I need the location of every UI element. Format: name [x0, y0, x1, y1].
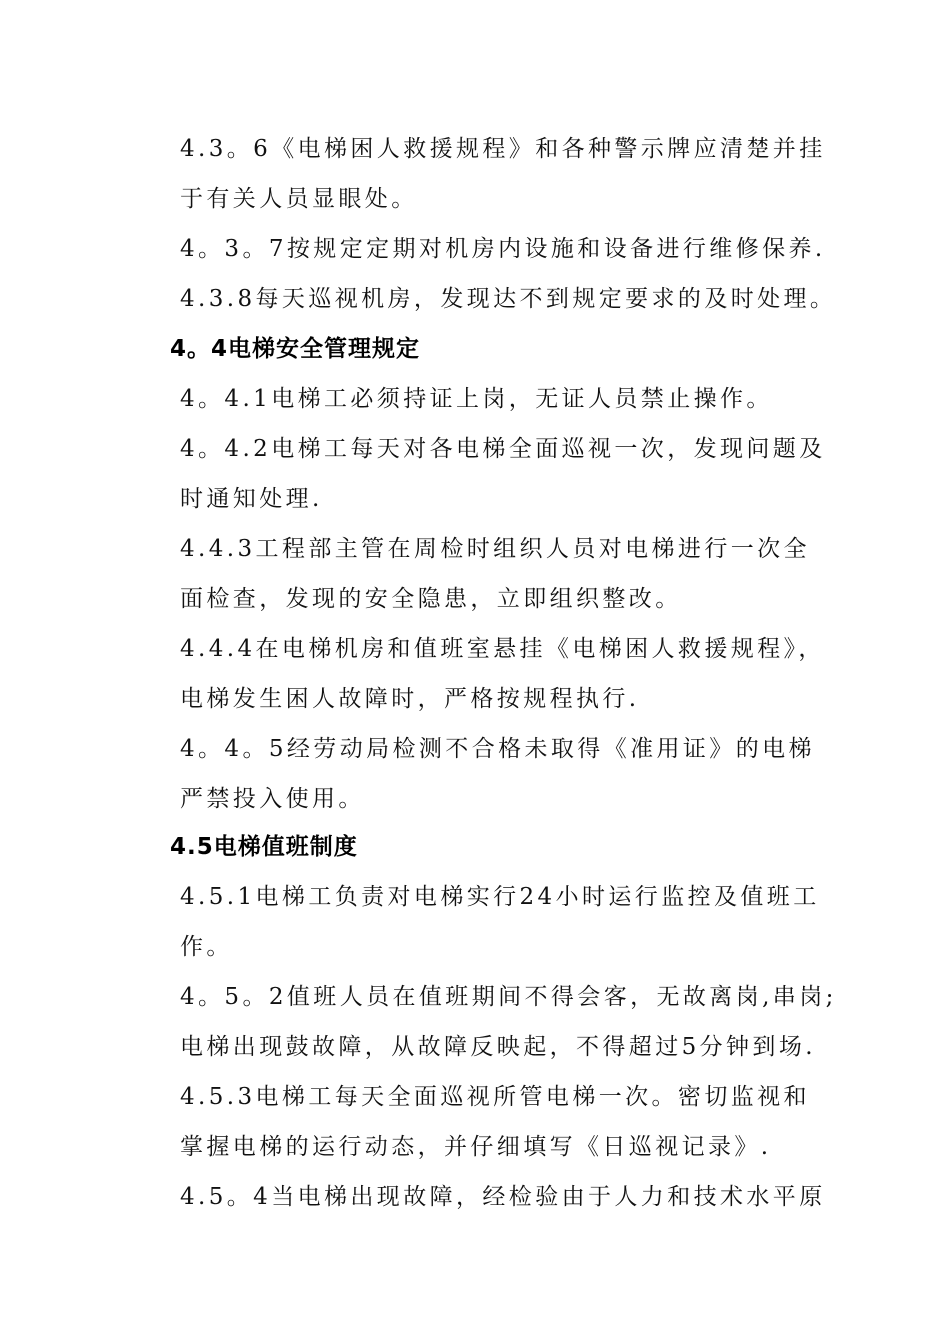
section-heading: 4。4电梯安全管理规定 [170, 336, 421, 362]
text-line: 4。4。5经劳动局检测不合格未取得《准用证》的电梯 [180, 736, 815, 762]
text-line: 4.4.3工程部主管在周检时组织人员对电梯进行一次全 [180, 536, 810, 562]
text-line: 掌握电梯的运行动态，并仔细填写《日巡视记录》. [180, 1134, 772, 1160]
text-line: 作。 [180, 934, 233, 960]
text-line: 4.3。6《电梯困人救援规程》和各种警示牌应清楚并挂 [180, 136, 826, 162]
text-line: 4。4.1电梯工必须持证上岗，无证人员禁止操作。 [180, 386, 773, 412]
text-line: 4.4.4在电梯机房和值班室悬挂《电梯困人救援规程》， [180, 636, 825, 662]
text-line: 4.3.8每天巡视机房，发现达不到规定要求的及时处理。 [180, 286, 837, 312]
text-line: 4。4.2电梯工每天对各电梯全面巡视一次，发现问题及 [180, 436, 826, 462]
text-line: 电梯发生困人故障时，严格按规程执行. [180, 686, 640, 712]
text-line: 严禁投入使用。 [180, 786, 365, 812]
text-line: 于有关人员显眼处。 [180, 186, 418, 212]
text-line: 4.5。4当电梯出现故障，经检验由于人力和技术水平原 [180, 1184, 826, 1210]
text-line: 电梯出现鼓故障，从故障反映起，不得超过5分钟到场. [180, 1034, 816, 1060]
text-line: 面检查，发现的安全隐患，立即组织整改。 [180, 586, 682, 612]
text-line: 时通知处理. [180, 486, 323, 512]
text-line: 4.5.3电梯工每天全面巡视所管电梯一次。密切监视和 [180, 1084, 810, 1110]
text-line: 4。5。2值班人员在值班期间不得会客，无故离岗,串岗; [180, 984, 837, 1010]
section-heading: 4.5电梯值班制度 [170, 834, 358, 860]
text-line: 4。3。7按规定定期对机房内设施和设备进行维修保养. [180, 236, 826, 262]
text-line: 4.5.1电梯工负责对电梯实行24小时运行监控及值班工 [180, 884, 820, 910]
